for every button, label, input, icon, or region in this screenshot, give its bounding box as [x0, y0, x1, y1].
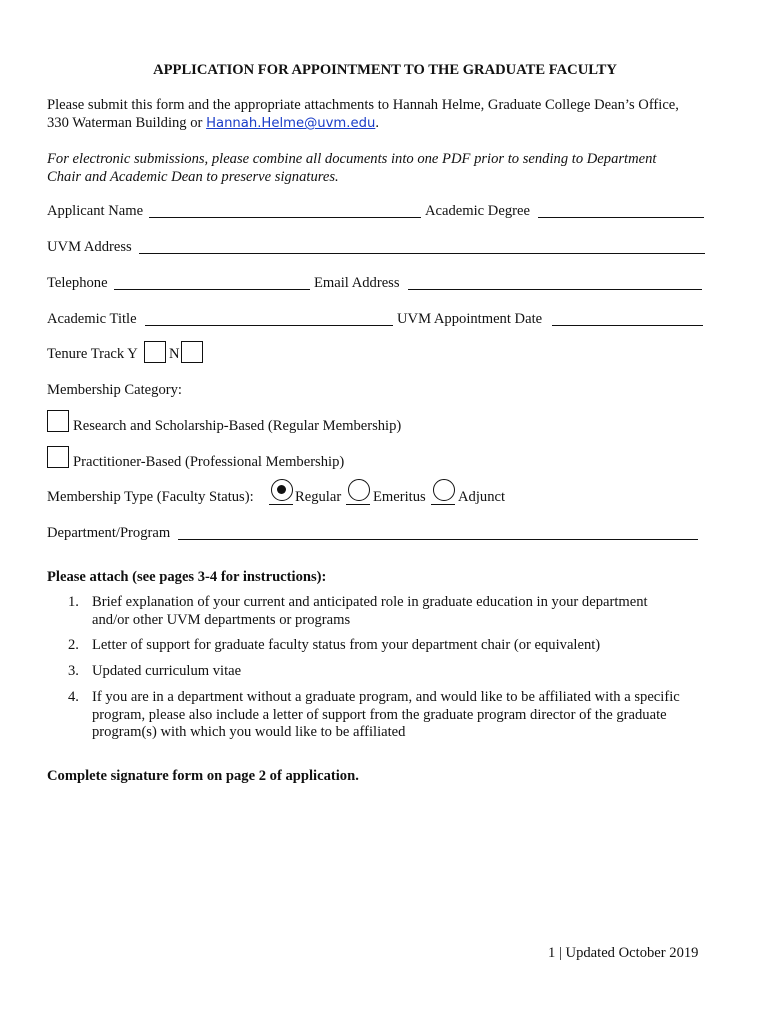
- regular-underline: [269, 504, 293, 505]
- signature-note: Complete signature form on page 2 of application.: [47, 768, 359, 784]
- uvm-address-field[interactable]: [139, 253, 705, 254]
- tenure-no-label: N: [169, 346, 180, 362]
- uvm-appointment-date-label: UVM Appointment Date: [397, 311, 543, 327]
- academic-degree-field[interactable]: [538, 217, 704, 218]
- attachment-text: Brief explanation of your current and anticipated role in graduate education in your department: [92, 594, 648, 610]
- department-program-label: Department/Program: [47, 525, 171, 541]
- uvm-address-label: UVM Address: [47, 239, 132, 255]
- email-address-field[interactable]: [408, 289, 702, 290]
- attachment-num: 4.: [68, 689, 79, 705]
- tenure-no-checkbox[interactable]: [181, 341, 203, 363]
- page-footer: [548, 945, 698, 962]
- academic-title-field[interactable]: [145, 325, 393, 326]
- adjunct-label: Adjunct: [458, 489, 506, 505]
- intro-line-1: Please submit this form and the appropriate attachments to Hannah Helme, Graduate College Dean’s Office,: [47, 97, 679, 113]
- research-membership-label: Research and Scholarship-Based (Regular Membership): [73, 418, 402, 434]
- attachment-num: 2.: [68, 637, 79, 653]
- attachment-text: program, please also include a letter of support from the graduate program director of the graduate: [92, 706, 667, 723]
- emeritus-underline: [346, 504, 370, 505]
- attachment-text: Letter of support for graduate faculty status from your department chair (or equivalent): [92, 637, 601, 653]
- footer-separator: |: [558, 945, 562, 961]
- attachments-heading: Please attach (see pages 3-4 for instructions):: [47, 569, 327, 585]
- attachment-text: and/or other UVM departments or programs: [92, 611, 351, 628]
- attachment-text: Updated curriculum vitae: [92, 663, 242, 679]
- membership-type-label: Membership Type (Faculty Status):: [47, 489, 254, 505]
- form-title: APPLICATION FOR APPOINTMENT TO THE GRADUATE FACULTY: [153, 62, 617, 78]
- adjunct-underline: [431, 504, 455, 505]
- academic-title-label: Academic Title: [47, 311, 137, 327]
- electronic-note-line-2: Chair and Academic Dean to preserve signatures.: [47, 169, 339, 185]
- tenure-track-label: Tenure Track Y: [47, 346, 138, 362]
- email-address-label: Email Address: [314, 275, 400, 291]
- regular-radio[interactable]: [271, 479, 293, 501]
- intro-line-2: [47, 114, 379, 133]
- applicant-name-label: Applicant Name: [47, 203, 144, 219]
- intro-line-2-prefix: 330 Waterman Building or: [47, 115, 207, 131]
- email-link[interactable]: Hannah.Helme@uvm.edu: [206, 116, 376, 131]
- emeritus-label: Emeritus: [373, 489, 426, 505]
- telephone-label: Telephone: [47, 275, 108, 291]
- applicant-name-field[interactable]: [149, 217, 421, 218]
- uvm-appointment-date-field[interactable]: [552, 325, 703, 326]
- electronic-note-line-1: For electronic submissions, please combine all documents into one PDF prior to sending to Department: [47, 151, 657, 167]
- regular-label: Regular: [295, 489, 342, 505]
- tenure-yes-checkbox[interactable]: [144, 341, 166, 363]
- emeritus-radio[interactable]: [348, 479, 370, 501]
- page-number: 1: [548, 945, 556, 961]
- research-membership-checkbox[interactable]: [47, 410, 69, 432]
- adjunct-radio[interactable]: [433, 479, 455, 501]
- academic-degree-label: Academic Degree: [425, 203, 530, 219]
- telephone-field[interactable]: [114, 289, 310, 290]
- intro-line-2-suffix: .: [375, 115, 379, 131]
- attachment-num: 3.: [68, 663, 79, 679]
- attachment-num: 1.: [68, 594, 79, 610]
- membership-category-label: Membership Category:: [47, 382, 182, 398]
- practitioner-membership-label: Practitioner-Based (Professional Membership): [73, 454, 345, 470]
- updated-date: Updated October 2019: [565, 945, 699, 961]
- attachment-text: If you are in a department without a graduate program, and would like to be affiliated with a specific: [92, 689, 680, 705]
- practitioner-membership-checkbox[interactable]: [47, 446, 69, 468]
- department-program-field[interactable]: [178, 539, 698, 540]
- attachment-text: program(s) with which you would like to be affiliated: [92, 724, 406, 740]
